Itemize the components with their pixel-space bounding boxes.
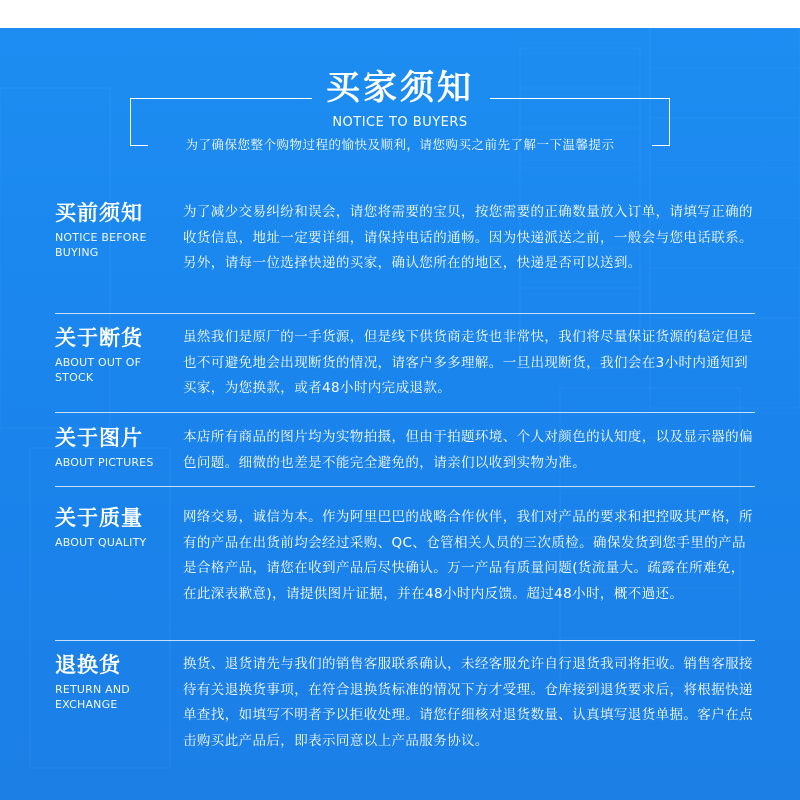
section-notice-before-buying xyxy=(55,200,755,314)
section-body: 本店所有商品的图片均为实物拍摄，但由于拍题环境、个人对颜色的认知度，以及显示器的偏色问题。细微的也差是不能完全避免的，请亲们以收到实物为准。 xyxy=(183,429,753,471)
section-subtitle: ABOUT QUALITY xyxy=(55,536,147,549)
section-subtitle: NOTICE BEFORE BUYING xyxy=(55,231,147,259)
header xyxy=(0,28,800,178)
top-white-band xyxy=(0,0,800,28)
section-subtitle: RETURN AND EXCHANGE xyxy=(55,683,130,711)
section-subtitle: ABOUT PICTURES xyxy=(55,456,154,469)
section-title: 买前须知 xyxy=(55,201,143,225)
page-title: 买家须知 xyxy=(326,68,474,108)
section-body: 虽然我们是原厂的一手货源，但是线下供货商走货也非常快，我们将尽量保证货源的稳定但是也不可避免地会出现断货的情况，请客户多多理解。一旦出现断货，我们会在3小时内通知到买家，为您换款，或者48小时内完成退款。 xyxy=(183,329,753,396)
section-quality xyxy=(55,505,755,641)
section-pictures xyxy=(55,425,755,487)
section-return-exchange xyxy=(55,652,755,772)
section-subtitle: ABOUT OUT OF STOCK xyxy=(55,356,142,384)
section-title: 关于断货 xyxy=(55,326,143,350)
section-body: 为了减少交易纠纷和误会，请您将需要的宝贝，按您需要的正确数量放入订单，请填写正确的收货信息，地址一定要详细，请保持电话的通畅。因为快递派送之前，一般会与您电话联系。另外，请每一位选择快递的买家，确认您所在的地区，快递是否可以送到。 xyxy=(183,204,753,271)
section-title: 关于图片 xyxy=(55,426,143,450)
section-out-of-stock xyxy=(55,325,755,413)
section-body: 换货、退货请先与我们的销售客服联系确认，未经客服允许自行退货我司将拒收。销售客服接待有关退换货事项，在符合退换货标准的情况下方才受理。仓库接到退货要求后，将根据快递单查找，如填写不明者予以拒收处理。请您仔细核对退货数量、认真填写退货单据。客户在点击购买此产品后，即表示同意以上产品服务协议。 xyxy=(183,656,753,749)
page-subtitle: NOTICE TO BUYERS xyxy=(332,115,468,130)
section-title: 退换货 xyxy=(55,653,121,677)
section-title: 关于质量 xyxy=(55,506,143,530)
section-body: 网络交易，诚信为本。作为阿里巴巴的战略合作伙伴，我们对产品的要求和把控吸其严格，所有的产品在出货前均会经过采购、QC、仓管相关人员的三次质检。确保发货到您手里的产品是合格产品，请您在收到产品后尽快确认。万一产品有质量问题(货流量大。疏露在所难免，在此深表歉意)，请提供图片证据，并在48小时内反馈。超过48小时，概不過还。 xyxy=(183,509,753,602)
page-intro-note: 为了确保您整个购物过程的愉快及顺利，请您购买之前先了解一下温馨提示 xyxy=(185,137,615,152)
